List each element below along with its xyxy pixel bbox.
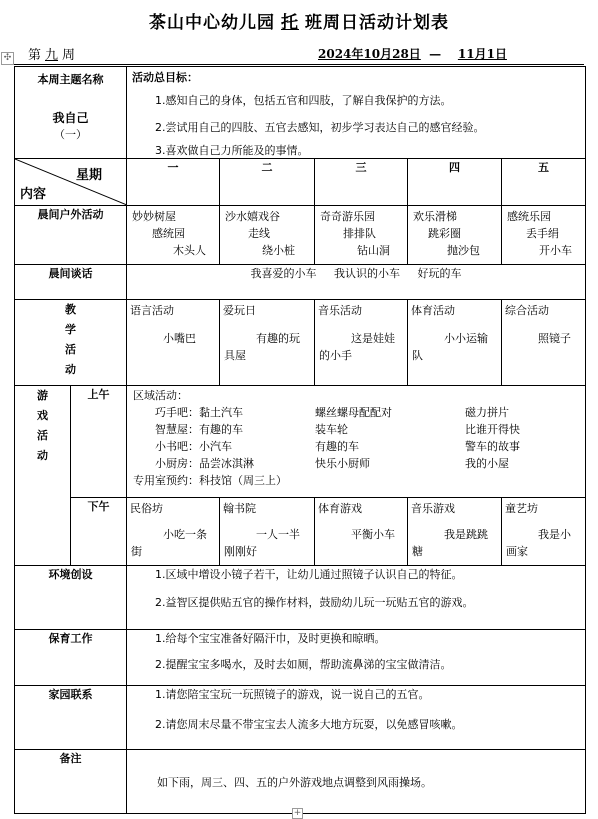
morning-talk-row <box>15 265 586 300</box>
header-rule <box>14 64 584 65</box>
talk-topic: 我认识的小车 <box>334 267 401 280</box>
games-afternoon-row <box>15 498 586 566</box>
games-label-char: 动 <box>37 449 48 462</box>
morning-outdoor-thu <box>408 206 502 265</box>
area-activity-item: 小书吧：小汽车 <box>155 440 232 453</box>
table-move-handle[interactable]: ✣ <box>1 52 14 65</box>
activity-name: 奇奇游乐园 <box>320 210 375 223</box>
area-activity-cell <box>127 386 586 498</box>
content-label: 内容 <box>20 187 47 202</box>
home-contact-item: 2.请您周末尽量不带宝宝去人流多大地方玩耍，以免感冒咳嗽。 <box>155 718 463 731</box>
morning-outdoor-label: 晨间户外活动 <box>15 206 127 265</box>
games-morning-label: 上午 <box>71 386 127 498</box>
theme-cell <box>15 67 127 159</box>
afternoon-mon <box>127 498 220 566</box>
activity-type: 综合活动 <box>505 304 549 317</box>
area-activity-item: 我的小屋 <box>465 457 509 470</box>
plan-table <box>14 66 586 814</box>
area-activity-title: 区域活动： <box>133 389 188 402</box>
morning-outdoor-wed <box>315 206 408 265</box>
activity-type: 体育活动 <box>411 304 455 317</box>
health-care-item: 2.提醒宝宝多喝水，及时去如厕，帮助流鼻涕的宝宝做清洁。 <box>155 658 452 671</box>
games-morning-row <box>15 386 586 498</box>
home-contact-label: 家园联系 <box>15 686 127 750</box>
activity-content: 小嘴巴 <box>163 332 196 345</box>
diagonal-header-cell <box>15 159 127 206</box>
activity-content: 照镜子 <box>538 332 571 345</box>
activity-name: 沙水嬉戏谷 <box>225 210 280 223</box>
week-prefix: 第 <box>28 48 42 63</box>
games-afternoon-label: 下午 <box>71 498 127 566</box>
activity-name: 抛沙包 <box>447 244 480 257</box>
area-activity-item: 小厨房：品尝冰淇淋 <box>155 457 254 470</box>
activity-type: 爱玩日 <box>223 304 256 317</box>
health-care-item: 1.给每个宝宝准备好隔汗巾，及时更换和晾晒。 <box>155 632 386 645</box>
activity-type: 音乐活动 <box>318 304 362 317</box>
area-activity-item: 有趣的车 <box>315 440 359 453</box>
afternoon-tue <box>220 498 315 566</box>
health-care-content <box>127 630 586 686</box>
day-monday: 一 <box>127 159 220 206</box>
games-label-char: 活 <box>37 429 48 442</box>
table-add-row-handle[interactable]: + <box>293 808 302 818</box>
page-title <box>0 8 598 33</box>
goal-item: 3.喜欢做自己力所能及的事情。 <box>155 144 309 157</box>
area-activity-item: 智慧屋：有趣的车 <box>155 423 243 436</box>
date-range <box>318 45 507 62</box>
health-care-row <box>15 630 586 686</box>
area-activity-item: 警车的故事 <box>465 440 520 453</box>
activity-name: 绕小桩 <box>262 244 295 257</box>
teaching-mon <box>127 300 220 386</box>
environment-item: 2.益智区提供贴五官的操作材料，鼓励幼儿玩一玩贴五官的游戏。 <box>155 596 474 609</box>
morning-talk-label: 晨间谈话 <box>15 265 127 300</box>
area-activity-item: 磁力拼片 <box>465 406 509 419</box>
activity-type: 童艺坊 <box>505 502 538 515</box>
afternoon-wed <box>315 498 408 566</box>
area-activity-item: 螺丝螺母配配对 <box>315 406 392 419</box>
day-thursday: 四 <box>408 159 502 206</box>
activity-type: 音乐游戏 <box>411 502 455 515</box>
week-indicator <box>28 44 75 63</box>
activity-content: 我是跳跳糖 <box>412 528 488 558</box>
remarks-text: 如下雨，周三、四、五的户外游戏地点调整到风雨操场。 <box>157 775 432 789</box>
activity-name: 开小车 <box>539 244 572 257</box>
environment-label: 环境创设 <box>15 566 127 630</box>
teaching-thu <box>408 300 502 386</box>
area-activity-item: 快乐小厨师 <box>315 457 370 470</box>
activity-type: 语言活动 <box>130 304 174 317</box>
afternoon-thu <box>408 498 502 566</box>
activity-content: 这是娃娃的小手 <box>319 332 395 362</box>
day-header-row <box>15 159 586 206</box>
teaching-label <box>15 300 127 386</box>
games-label-char: 游 <box>37 389 48 402</box>
day-friday: 五 <box>502 159 586 206</box>
activity-content: 平衡小车 <box>351 528 395 541</box>
talk-topic: 我喜爱的小车 <box>250 267 317 280</box>
morning-outdoor-row <box>15 206 586 265</box>
games-label <box>15 386 71 566</box>
home-contact-item: 1.请您陪宝宝玩一玩照镜子的游戏，说一说自己的五官。 <box>155 688 430 701</box>
area-activity-item: 比谁开得快 <box>465 423 520 436</box>
teaching-fri <box>502 300 586 386</box>
activity-type: 体育游戏 <box>318 502 362 515</box>
afternoon-fri <box>502 498 586 566</box>
teaching-label-char: 教 <box>65 303 76 316</box>
day-tuesday: 二 <box>220 159 315 206</box>
activity-content: 小小运输队 <box>412 332 488 362</box>
activity-content: 小吃一条街 <box>131 528 207 558</box>
remarks-label: 备注 <box>15 750 127 814</box>
remarks-row <box>15 750 586 814</box>
activity-name: 木头人 <box>173 244 206 257</box>
games-label-char: 戏 <box>37 409 48 422</box>
title-suffix: 班周日活动计划表 <box>305 13 449 33</box>
activity-type: 翰书院 <box>223 502 256 515</box>
morning-outdoor-mon <box>127 206 220 265</box>
goal-item: 1.感知自己的身体，包括五官和四肢，了解自我保护的方法。 <box>155 94 452 107</box>
theme-label: 本周主题名称 <box>37 73 104 86</box>
theme-name: 我自己 <box>52 111 89 125</box>
morning-talk-topics <box>127 265 586 300</box>
activity-content: 有趣的玩具屋 <box>224 332 300 362</box>
activity-name: 钻山洞 <box>357 244 390 257</box>
environment-row <box>15 566 586 630</box>
teaching-label-char: 动 <box>65 363 76 376</box>
health-care-label: 保育工作 <box>15 630 127 686</box>
morning-outdoor-tue <box>220 206 315 265</box>
home-contact-row <box>15 686 586 750</box>
goals-label: 活动总目标： <box>132 71 198 84</box>
teaching-row <box>15 300 586 386</box>
day-label: 星期 <box>75 168 102 183</box>
date-separator: — <box>429 47 442 61</box>
talk-topic: 好玩的车 <box>417 267 462 280</box>
activity-name: 感统园 <box>152 227 185 240</box>
title-class-name: 托 <box>281 13 299 33</box>
activity-name: 排排队 <box>343 227 376 240</box>
date-end: 11月1日 <box>457 47 507 61</box>
morning-outdoor-fri <box>502 206 586 265</box>
title-prefix: 茶山中心幼儿园 <box>149 13 275 33</box>
week-number: 九 <box>45 48 59 63</box>
activity-name: 欢乐滑梯 <box>413 210 457 223</box>
day-wednesday: 三 <box>315 159 408 206</box>
teaching-tue <box>220 300 315 386</box>
area-activity-item: 巧手吧：黏土汽车 <box>155 406 243 419</box>
theme-sub: （一） <box>54 128 87 141</box>
week-suffix: 周 <box>62 48 76 63</box>
activity-content: 一人一半刚刚好 <box>224 528 300 558</box>
activity-content: 我是小画家 <box>506 528 571 558</box>
activity-name: 丢手绢 <box>526 227 559 240</box>
date-start: 2024年10月28日 <box>318 47 421 61</box>
activity-name: 感统乐园 <box>507 210 551 223</box>
remarks-content <box>127 750 586 814</box>
activity-name: 跳彩圈 <box>428 227 461 240</box>
teaching-label-char: 学 <box>65 323 76 336</box>
special-room-booking: 专用室预约：科技馆（周三上） <box>133 474 287 487</box>
teaching-label-char: 活 <box>65 343 76 356</box>
activity-type: 民俗坊 <box>130 502 163 515</box>
theme-row <box>15 67 586 159</box>
activity-name: 走线 <box>248 227 270 240</box>
environment-item: 1.区域中增设小镜子若干，让幼儿通过照镜子认识自己的特征。 <box>155 568 463 581</box>
goal-item: 2.尝试用自己的四肢、五官去感知，初步学习表达自己的感官经验。 <box>155 121 485 134</box>
goals-cell <box>127 67 586 159</box>
area-activity-item: 装车轮 <box>315 423 348 436</box>
teaching-wed <box>315 300 408 386</box>
environment-content <box>127 566 586 630</box>
home-contact-content <box>127 686 586 750</box>
activity-name: 妙妙树屋 <box>132 210 176 223</box>
